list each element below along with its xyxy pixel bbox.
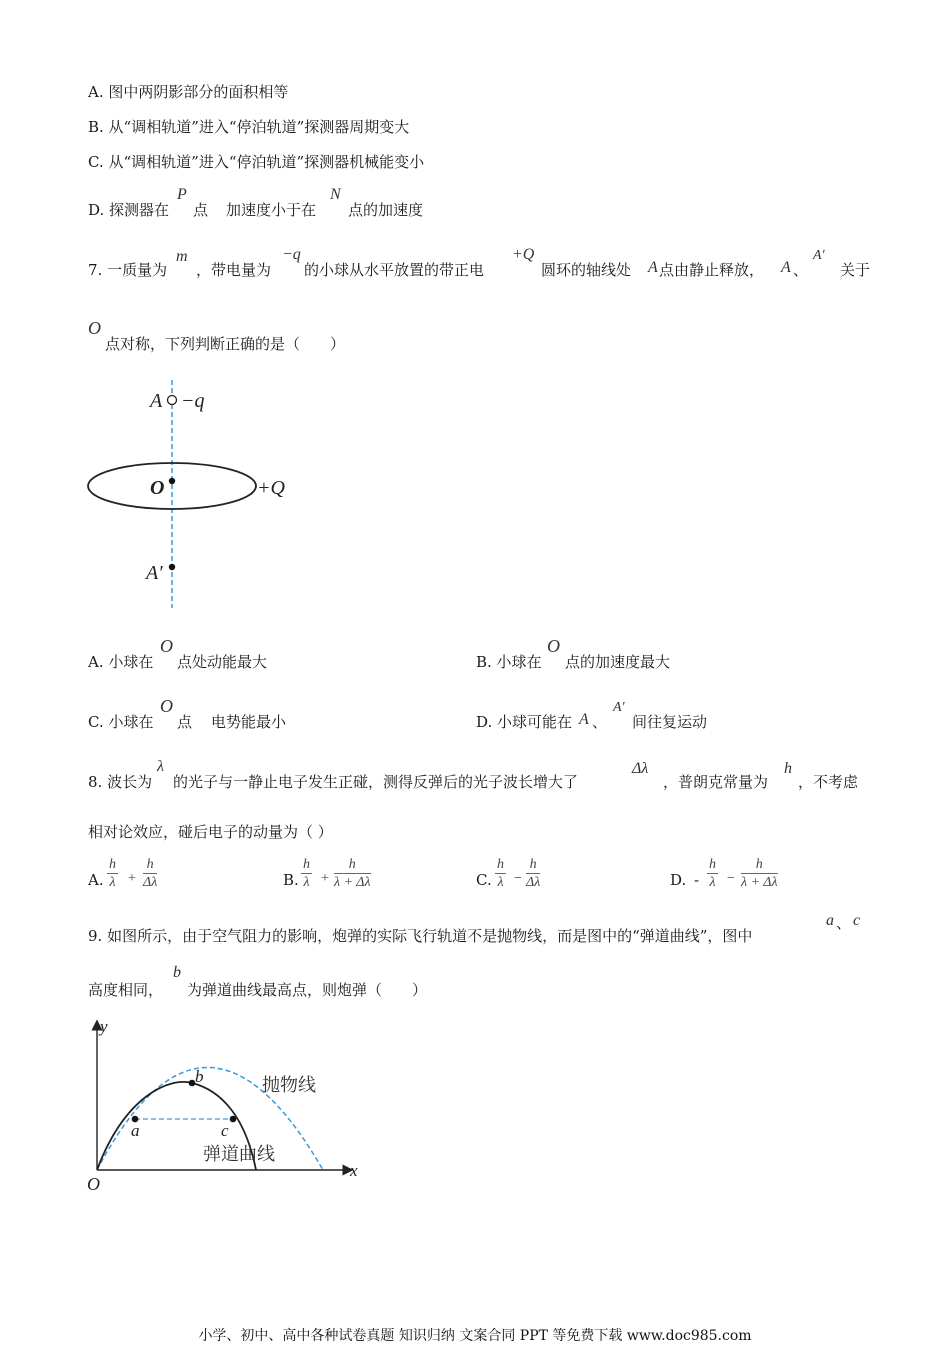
q7-d-text-2: 间往复运动	[632, 713, 708, 731]
q8-a-frac-1	[107, 856, 118, 891]
q7-text-5: 点由静止释放，	[659, 261, 765, 279]
label-aprime: A′	[146, 562, 163, 584]
q8-d-sign: -	[694, 871, 700, 889]
q9-var-c: c	[853, 912, 861, 929]
q8-d-frac-2	[741, 856, 778, 891]
q8-var-h: h	[784, 760, 792, 777]
numerator: h	[741, 856, 778, 874]
q8-d-op: −	[727, 871, 735, 886]
q6-d-text-1: D. 探测器在	[88, 201, 170, 219]
q7-a-text-2: 点处动能最大	[177, 653, 268, 671]
denominator: λ	[709, 875, 716, 890]
q6-d-text-2: 点	[193, 201, 209, 219]
label-a: A	[150, 390, 163, 412]
q9-sep: 、	[836, 914, 852, 932]
q7-text-3: 的小球从水平放置的带正电	[304, 261, 485, 279]
q8-text-1: 8. 波长为	[88, 773, 153, 791]
label-ballistic-curve: 弹道曲线	[203, 1144, 275, 1164]
ball-marker	[168, 396, 177, 405]
label-x: x	[350, 1161, 358, 1180]
q8-var-lambda: λ	[157, 758, 164, 775]
q8-c-label: C.	[476, 871, 492, 889]
q8-var-dlambda: Δλ	[632, 760, 649, 777]
q6-d-var-n: N	[330, 186, 341, 203]
denominator: λ	[109, 875, 116, 890]
q8-text-3: ，普朗克常量为	[663, 773, 769, 791]
point-o-dot	[169, 478, 175, 484]
q8-text-2: 的光子与一静止电子发生正碰，测得反弹后的光子波长增大了	[173, 773, 579, 791]
q8-a-op: +	[128, 871, 136, 886]
q8-d-frac-1	[707, 856, 718, 891]
q6-option-c: C. 从“调相轨道”进入“停泊轨道”探测器机械能变小	[88, 153, 425, 171]
q7-d-var-a: A	[579, 711, 589, 728]
q7-c-text-1: C. 小球在	[88, 713, 154, 731]
q7-a-text-1: A. 小球在	[88, 653, 154, 671]
q7-a-var-o: O	[160, 636, 173, 656]
q9-var-b: b	[173, 964, 181, 981]
label-negq: −q	[181, 390, 205, 412]
q8-text-4: ，不考虑	[798, 773, 859, 791]
q8-b-label: B.	[283, 871, 299, 889]
q6-d-text-3: 加速度小于在	[226, 201, 317, 219]
q7-text-6: 、	[793, 261, 809, 279]
label-origin: O	[87, 1174, 100, 1194]
q6-option-a: A. 图中两阴影部分的面积相等	[88, 83, 289, 101]
q8-b-op: +	[321, 871, 329, 886]
q8-text-5: 相对论效应，碰后电子的动量为（ ）	[88, 823, 333, 841]
q7-figure	[80, 370, 310, 615]
numerator: h	[143, 856, 157, 874]
denominator: λ	[303, 875, 310, 890]
q7-text-7: 关于	[840, 261, 871, 279]
q8-d-label: D.	[670, 871, 687, 889]
q9-text-1: 9. 如图所示，由于空气阻力的影响，炮弹的实际飞行轨道不是抛物线，而是图中的“弹道曲线”，图中	[88, 927, 753, 945]
q9-text-3: 为弹道曲线最高点，则炮弹（ ）	[187, 981, 428, 999]
denominator: Δλ	[143, 875, 158, 890]
numerator: h	[497, 857, 504, 872]
label-a: a	[131, 1121, 140, 1140]
denominator: λ + Δλ	[741, 875, 778, 890]
q7-b-text-2: 点的加速度最大	[565, 653, 671, 671]
q7-var-o: O	[88, 318, 101, 338]
numerator: h	[109, 857, 116, 872]
q7-var-posq: +Q	[512, 246, 535, 263]
point-aprime-dot	[169, 564, 175, 570]
q7-c-text-2: 点	[177, 713, 193, 731]
q7-text-2: ，带电量为	[196, 261, 272, 279]
q7-text-8: 点对称，下列判断正确的是（ ）	[105, 335, 346, 353]
denominator: λ + Δλ	[334, 875, 371, 890]
q6-option-b: B. 从“调相轨道”进入“停泊轨道”探测器周期变大	[88, 118, 410, 136]
q8-c-frac-1	[495, 856, 506, 891]
q7-b-var-o: O	[547, 636, 560, 656]
q7-d-var-aprime: A′	[613, 700, 625, 715]
q8-b-frac-1	[301, 856, 312, 891]
q7-var-negq: −q	[282, 246, 301, 263]
numerator: h	[526, 856, 540, 874]
denominator: λ	[497, 875, 504, 890]
q8-a-frac-2	[143, 856, 157, 891]
q7-text-4: 圆环的轴线处	[541, 261, 632, 279]
q8-a-label: A.	[88, 871, 104, 889]
q7-c-text-3: 电势能最小	[211, 713, 287, 731]
q9-var-a: a	[826, 912, 834, 929]
label-posq: +Q	[257, 477, 285, 499]
q6-d-var-p: P	[177, 186, 187, 203]
q8-b-frac-2	[334, 856, 371, 891]
numerator: h	[709, 857, 716, 872]
label-b: b	[195, 1067, 204, 1086]
q7-var-a2: A	[781, 259, 791, 276]
q7-c-var-o: O	[160, 696, 173, 716]
q6-d-text-4: 点的加速度	[348, 201, 424, 219]
q7-var-a: A	[648, 259, 658, 276]
point-c-dot	[230, 1116, 237, 1123]
label-y: y	[100, 1017, 108, 1036]
label-parabola: 抛物线	[262, 1075, 316, 1095]
q9-figure	[80, 1015, 370, 1195]
q8-c-frac-2	[526, 856, 540, 891]
q7-b-text-1: B. 小球在	[476, 653, 542, 671]
q7-text-1: 7. 一质量为	[88, 261, 168, 279]
numerator: h	[303, 857, 310, 872]
q7-d-text-1: D. 小球可能在	[476, 713, 573, 731]
label-o: O	[150, 477, 165, 499]
numerator: h	[334, 856, 371, 874]
page-footer: 小学、初中、高中各种试卷真题 知识归纳 文案合同 PPT 等免费下载 www.doc985.com	[198, 1328, 752, 1344]
q8-c-op: −	[514, 871, 522, 886]
label-c: c	[221, 1121, 229, 1140]
q7-var-m: m	[176, 248, 188, 265]
q7-var-aprime: A′	[813, 248, 825, 263]
q9-text-2: 高度相同，	[88, 981, 164, 999]
q7-d-sep: 、	[592, 713, 608, 731]
denominator: Δλ	[526, 875, 541, 890]
